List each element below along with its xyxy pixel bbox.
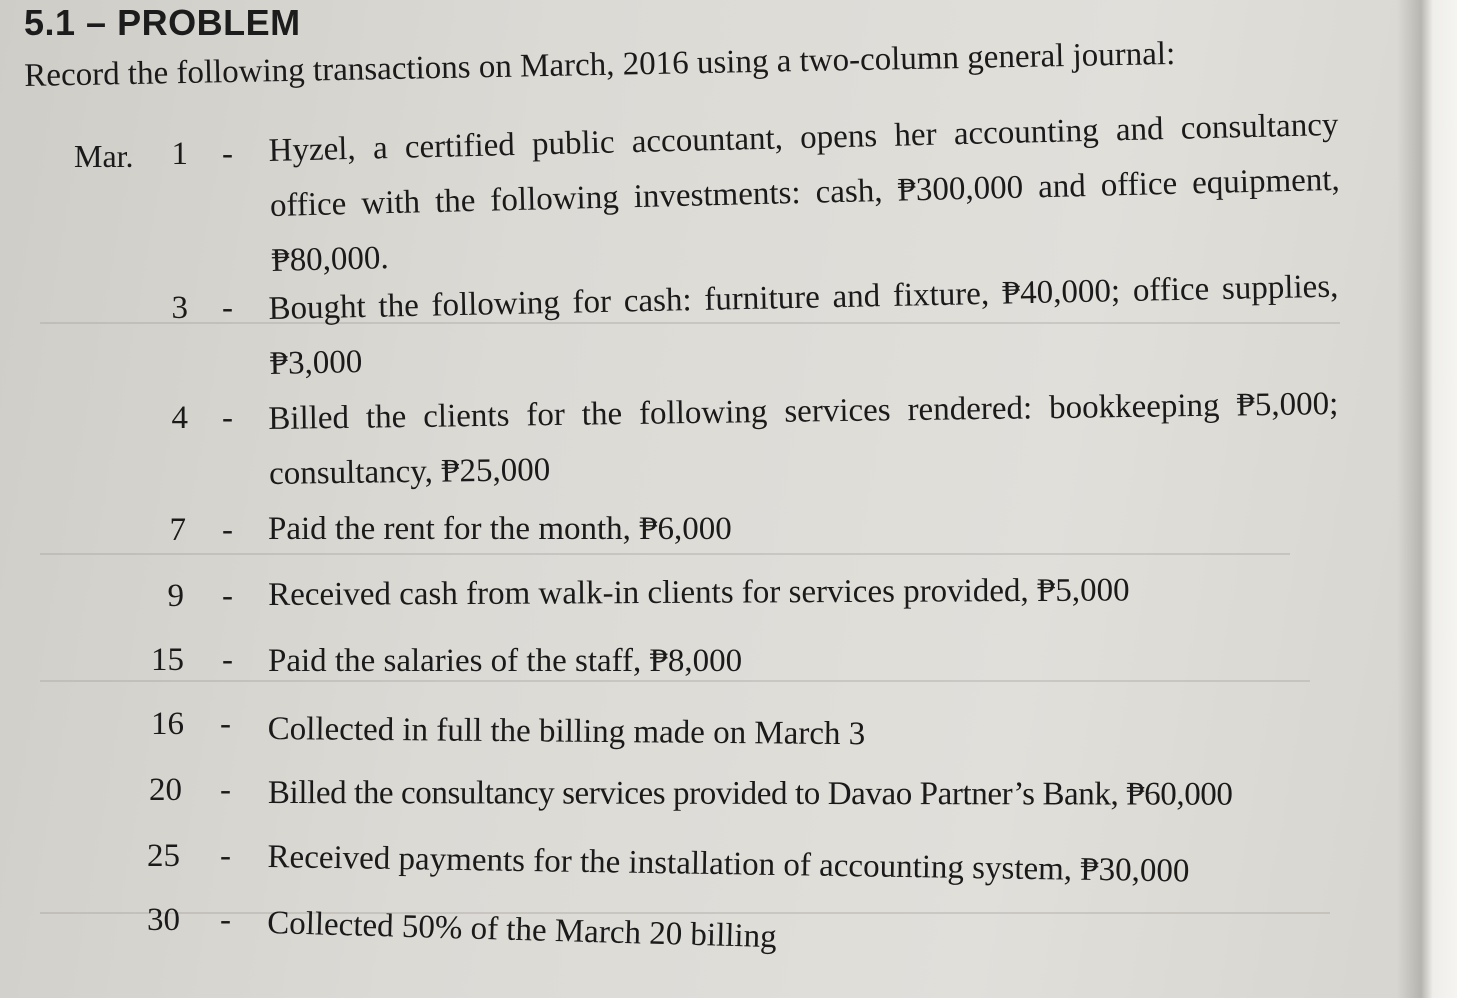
transaction-day: 30 — [147, 902, 180, 938]
transaction-day: 16 — [151, 706, 184, 742]
transaction-description: Collected in full the billing made on March 3 — [267, 710, 866, 753]
transaction-separator: - — [220, 838, 231, 874]
transaction-day: 4 — [171, 400, 188, 436]
transaction-separator: - — [222, 578, 233, 614]
problem-instruction: Record the following transactions on March, 2016 using a two-column general journal: — [24, 35, 1176, 94]
transaction-description: Received payments for the installation of accounting system, ₱30,000 — [267, 838, 1190, 890]
transaction-description: Bought the following for cash: furniture and fixture, ₱40,000; office supplies, ₱3,000 — [268, 268, 1339, 382]
transaction-separator: - — [220, 706, 231, 742]
transaction-day: 20 — [149, 772, 182, 808]
transaction-day: 7 — [169, 512, 186, 548]
month-label: Mar. — [74, 138, 134, 174]
transaction-day: 25 — [147, 838, 180, 874]
transaction-description: Paid the rent for the month, ₱6,000 — [268, 511, 732, 547]
transaction-day: 15 — [151, 642, 184, 678]
transaction-separator: - — [222, 512, 233, 548]
transaction-description: Billed the consultancy services provided to Davao Partner’s Bank, ₱60,000 — [267, 775, 1233, 813]
transaction-separator: - — [220, 772, 231, 808]
transaction-separator: - — [222, 136, 233, 172]
transaction-description: Hyzel, a certified public accountant, opens her accounting and consultancy office with the following investments: cash, ₱300,000 and office equipment, ₱80,000. — [268, 106, 1341, 279]
transaction-separator: - — [222, 400, 233, 436]
transaction-description: Collected 50% of the March 20 billing — [266, 904, 778, 956]
problem-heading: 5.1 – PROBLEM — [24, 2, 301, 43]
transaction-separator: - — [222, 290, 233, 326]
transaction-day: 9 — [167, 578, 184, 614]
transaction-description: Billed the clients for the following services rendered: bookkeeping ₱5,000; consultancy, ₱25,000 — [268, 386, 1339, 492]
transaction-day: 3 — [171, 290, 188, 326]
transaction-day: 1 — [171, 136, 188, 172]
transaction-separator: - — [220, 902, 231, 938]
transaction-description: Paid the salaries of the staff, ₱8,000 — [268, 643, 743, 679]
transaction-description: Received cash from walk-in clients for services provided, ₱5,000 — [268, 572, 1130, 613]
transaction-separator: - — [222, 642, 233, 678]
